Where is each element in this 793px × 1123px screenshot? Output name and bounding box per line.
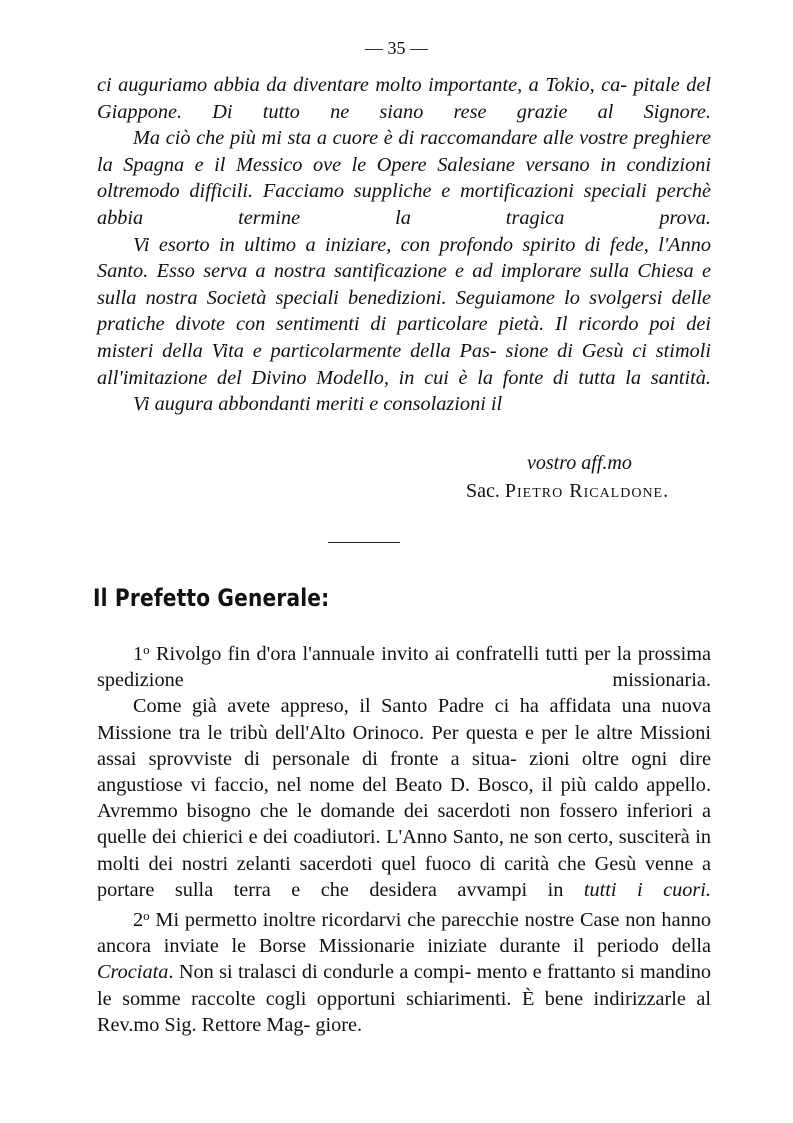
letter-paragraph — [97, 125, 711, 231]
text-line: coadiutori. L'Anno Santo, ne son certo, susciterà in molti dei — [97, 826, 711, 875]
letter-paragraph — [97, 232, 711, 392]
text-line: Come già avete appreso, il Santo Padre ci ha affidata una — [133, 695, 651, 718]
letter-closing: vostro aff.mo — [527, 452, 632, 474]
text-line: nuova Missione tra le tribù dell'Alto Orinoco. Per questa e per — [97, 695, 711, 744]
text-line: lo svolgersi delle pratiche divote con sentimenti di particolare pietà. — [97, 286, 711, 336]
text-line: preghiere la Spagna e il Messico ove le Opere Salesiane versano in — [97, 127, 711, 176]
text-line: Mi permetto inoltre ricordarvi che parecchie nostre Case — [149, 909, 620, 932]
text-line: portare sulla terra e che desidera avvampi in — [97, 878, 584, 901]
text-line: mento e frattanto si mandino le somme raccolte cogli opportuni — [97, 961, 711, 1010]
page-number: — 35 — — [365, 38, 428, 58]
letter-signature — [466, 480, 669, 503]
text-line: ci auguriamo abbia da diventare molto importante, a Tokio, ca- — [97, 74, 628, 96]
section-separator — [328, 542, 400, 543]
emphasis-text: tutti i cuori. — [583, 878, 712, 901]
text-line: Vi augura abbondanti meriti e consolazioni il — [133, 393, 503, 416]
text-line: Il ricordo poi dei misteri della Vita e particolarmente della Pas- — [97, 313, 711, 362]
letter-paragraph — [97, 391, 711, 418]
text-line: dei sacerdoti non fossero inferiori a quelle dei chierici e dei — [97, 800, 711, 849]
text-line: le altre Missioni assai sprovviste di personale di fronte a situa- — [97, 721, 711, 770]
letter-text — [97, 72, 711, 418]
text-line: pitale del Giappone. Di tutto ne siano rese grazie al Signore. — [97, 74, 711, 123]
text-line: la prossima spedizione missionaria. — [97, 643, 711, 692]
text-line: condizioni oltremodo difficili. Facciamo suppliche e mortificazioni — [97, 153, 711, 203]
signature-prefix: Sac. — [466, 480, 500, 502]
text-line: è la fonte di tutta la santità. — [458, 366, 711, 389]
text-line: zioni oltre ogni dire angustiose vi faccio, nel nome del Beato — [97, 747, 711, 797]
text-line: schiarimenti. È bene indirizzarle al Rev.mo Sig. Rettore Mag- — [97, 987, 711, 1036]
text-line: sulla Chiesa e sulla nostra Società speciali benedizioni. Seguiamone — [97, 260, 711, 309]
ordinal-marker: o — [143, 908, 150, 924]
text-line: Vi esorto in ultimo a iniziare, con profondo spirito di fede, — [133, 233, 649, 256]
text-line: l'Anno Santo. Esso serva a nostra santificazione e ad implorare — [97, 233, 711, 283]
text-line: giore. — [315, 1013, 363, 1036]
text-line: nostri zelanti sacerdoti quel fuoco di carità che Gesù venne a — [181, 852, 711, 875]
section-heading: Il Prefetto Generale: — [93, 584, 330, 612]
item-number: 2 — [133, 909, 144, 932]
text-line: sione di Gesù ci stimoli all'imitazione del Divino Modello, in cui — [97, 339, 711, 389]
body-paragraph — [97, 693, 711, 903]
body-paragraph — [97, 903, 711, 1038]
text-line: non hanno ancora inviate le Borse Missionarie iniziate durante — [97, 909, 711, 958]
item-number: 1 — [133, 643, 144, 665]
text-line: Rivolgo fin d'ora l'annuale invito ai confratelli tutti per — [149, 643, 611, 665]
text-line: Ma ciò che più mi sta a cuore è di raccomandare alle vostre — [133, 127, 628, 150]
body-text — [97, 637, 711, 1038]
emphasis-text: Crociata — [97, 961, 169, 984]
text-line: il periodo della — [573, 935, 711, 958]
text-line: speciali perchè abbia termine la tragica prova. — [97, 180, 711, 229]
text-line: . Non si tralasci di condurle a compi- — [168, 961, 472, 984]
body-paragraph — [97, 637, 711, 693]
ordinal-marker: o — [143, 642, 150, 657]
signature-name: Pietro Ricaldone. — [504, 480, 670, 502]
text-line: D. Bosco, il più caldo appello. Avremmo bisogno che le domande — [97, 774, 712, 823]
letter-paragraph — [97, 72, 711, 125]
